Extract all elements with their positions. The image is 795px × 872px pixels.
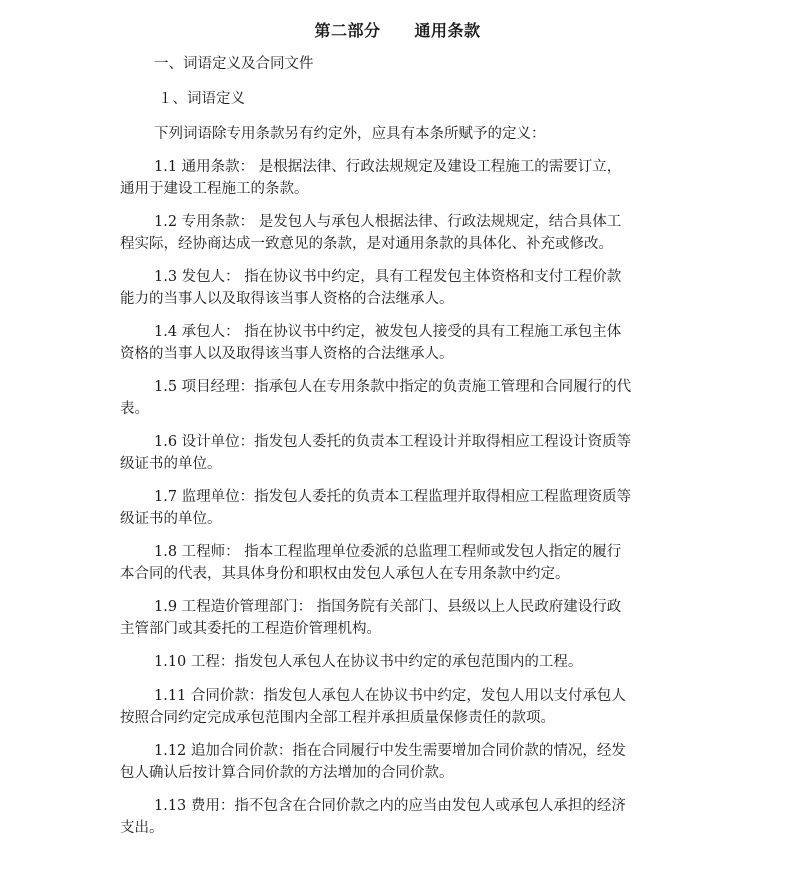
definition-rest: 通用于建设工程施工的条款。 <box>120 181 309 197</box>
definition-first-line: 1.6 设计单位：指发包人委托的负责本工程设计并取得相应工程设计资质等 <box>154 434 632 450</box>
sub-heading: １、词语定义 <box>158 91 245 107</box>
definition-first-line: 1.13 费用：指不包含在合同价款之内的应当由发包人或承包人承担的经济 <box>154 798 626 814</box>
definition-first-line: 1.5 项目经理：指承包人在专用条款中指定的负责施工管理和合同履行的代 <box>154 379 632 395</box>
title-part: 第二部分 <box>314 21 381 40</box>
definition-rest: 本合同的代表，其具体身份和职权由发包人承包人在专用条款中约定。 <box>120 566 570 582</box>
definition-1-6 <box>120 431 680 475</box>
definition-rest: 包人确认后按计算合同价款的方法增加的合同价款。 <box>120 765 454 781</box>
definition-first-line: 1.4 承包人： 指在协议书中约定，被发包人接受的具有工程施工承包主体 <box>154 324 622 340</box>
definition-rest: 按照合同约定完成承包范围内全部工程并承担质量保修责任的款项。 <box>120 710 555 726</box>
intro-paragraph: 下列词语除专用条款另有约定外，应具有本条所赋予的定义： <box>154 126 546 142</box>
definition-rest: 能力的当事人以及取得该当事人资格的合法继承人。 <box>120 291 454 307</box>
definition-first-line: 1.2 专用条款： 是发包人与承包人根据法律、行政法规规定，结合具体工 <box>154 214 622 230</box>
definition-1-2 <box>120 211 680 255</box>
definition-first-line: 1.7 监理单位：指发包人委托的负责本工程监理并取得相应工程监理资质等 <box>154 489 632 505</box>
definition-first-line: 1.12 追加合同价款：指在合同履行中发生需要增加合同价款的情况，经发 <box>154 743 626 759</box>
definition-rest: 级证书的单位。 <box>120 456 222 472</box>
definition-rest: 主管部门或其委托的工程造价管理机构。 <box>120 621 381 637</box>
definition-1-10 <box>120 651 680 673</box>
definition-rest: 资格的当事人以及取得该当事人资格的合法继承人。 <box>120 346 454 362</box>
definition-1-11 <box>120 685 680 729</box>
section-heading: 一、词语定义及合同文件 <box>154 56 314 72</box>
definition-rest: 程实际，经协商达成一致意见的条款，是对通用条款的具体化、补充或修改。 <box>120 236 613 252</box>
title-name: 通用条款 <box>414 21 481 40</box>
definition-1-1 <box>120 156 680 200</box>
definition-1-4 <box>120 321 680 365</box>
definition-rest: 级证书的单位。 <box>120 511 222 527</box>
definition-first-line: 1.8 工程师： 指本工程监理单位委派的总监理工程师或发包人指定的履行 <box>154 544 622 560</box>
definition-1-7 <box>120 486 680 530</box>
page-title <box>0 18 795 41</box>
definition-1-5 <box>120 376 680 420</box>
definition-first-line: 1.11 合同价款：指发包人承包人在协议书中约定，发包人用以支付承包人 <box>154 688 626 704</box>
definition-first-line: 1.10 工程：指发包人承包人在协议书中约定的承包范围内的工程。 <box>154 654 583 670</box>
definition-1-3 <box>120 266 680 310</box>
definition-first-line: 1.1 通用条款： 是根据法律、行政法规规定及建设工程施工的需要订立， <box>154 159 622 175</box>
definition-1-9 <box>120 596 680 640</box>
definition-1-13 <box>120 795 680 839</box>
definition-first-line: 1.3 发包人： 指在协议书中约定，具有工程发包主体资格和支付工程价款 <box>154 269 622 285</box>
definition-first-line: 1.9 工程造价管理部门： 指国务院有关部门、县级以上人民政府建设行政 <box>154 599 622 615</box>
definition-1-12 <box>120 740 680 784</box>
definition-rest: 表。 <box>120 401 149 417</box>
definition-1-8 <box>120 541 680 585</box>
definition-rest: 支出。 <box>120 820 164 836</box>
